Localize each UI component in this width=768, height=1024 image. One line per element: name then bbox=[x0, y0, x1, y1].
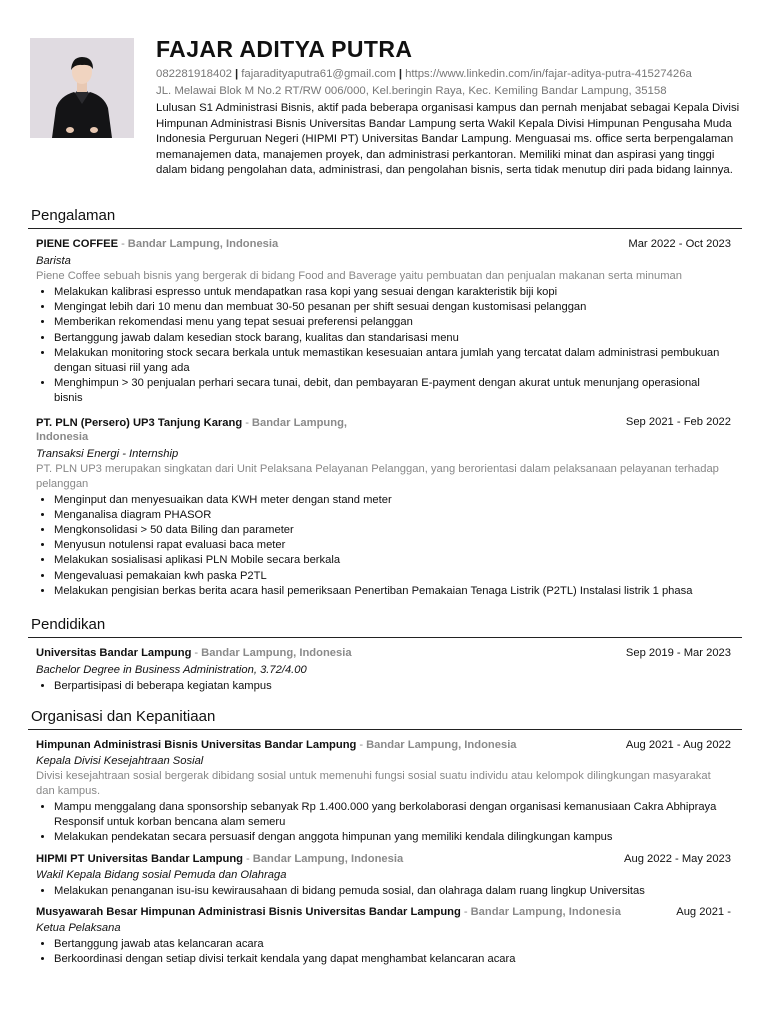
linkedin-link[interactable]: https://www.linkedin.com/in/fajar-aditya-putra-41527426a bbox=[405, 68, 692, 80]
entry-date: Sep 2021 - Feb 2022 bbox=[625, 415, 731, 428]
section-title: Pengalaman bbox=[31, 207, 116, 224]
entry-heading: PT. PLN (Persero) UP3 Tanjung Karang - Bandar Lampung, Indonesia bbox=[36, 416, 348, 443]
entry-location: Bandar Lampung, Indonesia bbox=[470, 905, 621, 918]
entry-heading: Musyawarah Besar Himpunan Administrasi Bisnis Universitas Bandar Lampung - Bandar Lampung, Indonesia Aug 2021 - bbox=[36, 905, 731, 918]
entry-role: Wakil Kepala Bidang sosial Pemuda dan Olahraga bbox=[36, 868, 287, 881]
section-divider bbox=[28, 729, 742, 730]
entry-date: Aug 2021 - bbox=[676, 905, 731, 918]
section-divider bbox=[28, 637, 742, 638]
list-item: • Melakukan penanganan isu-isu kewirausahaan di bidang pemuda sosial, dan olahraga dalam ruang lingkup Universitas bbox=[54, 884, 731, 899]
experience-entry bbox=[28, 237, 731, 407]
list-item: • Mampu menggalang dana sponsorship sebanyak Rp 1.400.000 yang berkolaborasi dengan organisasi kemanusiaan Cakra Abhipraya Responsif untuk korban bencana alam semeru bbox=[54, 800, 731, 830]
profile-photo bbox=[30, 38, 134, 138]
list-item: • Menyusun notulensi rapat evaluasi baca meter bbox=[54, 538, 731, 553]
entry-description: Divisi kesejahtraan sosial bergerak dibidang sosial untuk memenuhi fungsi sosial suatu individu atau kelompok dilingkungan masyarakat dan kampus. bbox=[36, 770, 711, 797]
list-item: • Melakukan kalibrasi espresso untuk mendapatkan rasa kopi yang sesuai dengan karakteristik biji kopi bbox=[54, 285, 731, 300]
list-item: • Berpartisipasi di beberapa kegiatan kampus bbox=[54, 679, 731, 694]
list-item: • Melakukan monitoring stock secara berkala untuk memastikan kesesuaian antara jumlah yang tercatat dalam administrasi pembukuan dengan situasi riil yang ada bbox=[54, 346, 731, 376]
entry-heading: Himpunan Administrasi Bisnis Universitas Bandar Lampung - Bandar Lampung, Indonesia Aug 2021 - Aug 2022 bbox=[36, 739, 731, 751]
organizations-section bbox=[28, 707, 742, 967]
entry-date: Sep 2019 - Mar 2023 bbox=[625, 647, 731, 659]
list-item: • Melakukan sosialisasi aplikasi PLN Mobile secara berkala bbox=[54, 553, 731, 568]
entry-location: Bandar Lampung, Indonesia bbox=[366, 739, 517, 751]
entry-location: Bandar Lampung, Indonesia bbox=[36, 416, 348, 443]
entry-bullets bbox=[36, 884, 731, 899]
entry-heading: Universitas Bandar Lampung - Bandar Lampung, Indonesia Sep 2019 - Mar 2023 bbox=[36, 647, 731, 659]
list-item: • Melakukan pengisian berkas berita acara hasil pemeriksaan Penertiban Pemakaian Tenaga Listrik (P2TL) Instalasi listrik 1 phasa bbox=[54, 584, 731, 599]
entry-bullets bbox=[36, 285, 731, 407]
entry-location: Bandar Lampung, Indonesia bbox=[127, 238, 279, 250]
education-section bbox=[28, 615, 742, 694]
list-item: • Mengingat lebih dari 10 menu dan membuat 30-50 pesanan per shift sesuai dengan kustomisasi pelanggan bbox=[54, 300, 731, 315]
list-item: • Memberikan rekomendasi menu yang tepat sesuai preferensi pelanggan bbox=[54, 315, 731, 330]
entry-organization: PIENE COFFEE bbox=[36, 238, 119, 250]
separator: | bbox=[398, 68, 403, 80]
person-portrait-icon bbox=[30, 38, 134, 138]
entry-description: Piene Coffee sebuah bisnis yang bergerak di bidang Food and Baverage yaitu pembuatan dan penjualan makanan serta minuman bbox=[36, 270, 683, 282]
list-item: • Melakukan pendekatan secara persuasif dengan anggota himpunan yang memiliki kendala dilingkungan kampus bbox=[54, 830, 731, 845]
organization-entry bbox=[28, 852, 731, 899]
organization-entry bbox=[28, 738, 731, 846]
resume-header bbox=[156, 34, 740, 179]
list-item: • Menghimpun > 30 penjualan perhari secara tunai, debit, dan pembayaran E-payment dengan akurat untuk menunjang operasional bisnis bbox=[54, 376, 731, 406]
experience-entry bbox=[28, 416, 731, 599]
list-item: • Menganalisa diagram PHASOR bbox=[54, 508, 731, 523]
entry-date: Aug 2022 - May 2023 bbox=[624, 852, 731, 865]
entry-bullets bbox=[36, 937, 731, 967]
entry-bullets bbox=[36, 679, 731, 694]
contact-line bbox=[156, 67, 740, 82]
email-link[interactable]: fajaradityaputra61@gmail.com bbox=[241, 68, 396, 80]
entry-role: Bachelor Degree in Business Administration, 3.72/4.00 bbox=[36, 664, 307, 676]
entry-bullets bbox=[36, 800, 731, 846]
organization-entry bbox=[28, 905, 731, 967]
entry-organization: Himpunan Administrasi Bisnis Universitas Bandar Lampung bbox=[36, 739, 357, 751]
list-item: • Menginput dan menyesuaikan data KWH meter dengan stand meter bbox=[54, 493, 731, 508]
section-title: Organisasi dan Kepanitiaan bbox=[31, 708, 216, 725]
entry-role: Transaksi Energi - Internship bbox=[36, 447, 179, 460]
profile-summary: Lulusan S1 Administrasi Bisnis, aktif pada beberapa organisasi kampus dan pernah menjabat sebagai Kepala Divisi Himpunan Administrasi Bisnis Universitas Bandar Lampung serta Wakil Kepala Divisi Himpunan Pengusaha Muda Indonesia Perguruan Negeri (HIPMI PT) Universitas Bandar Lampung. Menguasai ms. office serta berpengalaman memanajemen data, manajemen proyek, dan administrasi perkantoran. Memiliki minat dan aspirasi yang tinggi dalam bidang pengolahan data, administrasi, dan pengolahan bisnis, serta tidak menutup diri pada bidang lainnya. bbox=[156, 102, 740, 177]
entry-heading: PIENE COFFEE - Bandar Lampung, Indonesia Mar 2022 - Oct 2023 bbox=[36, 238, 731, 250]
entry-location: Bandar Lampung, Indonesia bbox=[252, 852, 404, 865]
entry-organization: HIPMI PT Universitas Bandar Lampung bbox=[36, 852, 244, 865]
entry-heading: HIPMI PT Universitas Bandar Lampung - Bandar Lampung, Indonesia Aug 2022 - May 2023 bbox=[36, 852, 731, 865]
entry-organization: PT. PLN (Persero) UP3 Tanjung Karang bbox=[36, 416, 243, 429]
phone-number: 082281918402 bbox=[156, 68, 233, 80]
entry-organization: Universitas Bandar Lampung bbox=[36, 647, 192, 659]
entry-date: Aug 2021 - Aug 2022 bbox=[625, 739, 731, 751]
entry-location: Bandar Lampung, Indonesia bbox=[201, 647, 352, 659]
list-item: • Mengevaluasi pemakaian kwh paska P2TL bbox=[54, 569, 731, 584]
list-item: • Bertanggung jawab dalam kesedian stock barang, kualitas dan standarisasi menu bbox=[54, 331, 731, 346]
list-item: • Mengkonsolidasi > 50 data Biling dan parameter bbox=[54, 523, 731, 538]
entry-bullets bbox=[36, 493, 731, 599]
education-entry bbox=[28, 646, 731, 694]
address: JL. Melawai Blok M No.2 RT/RW 006/000, Kel.beringin Raya, Kec. Kemiling Bandar Lampung, 35158 bbox=[156, 85, 667, 97]
section-title: Pendidikan bbox=[31, 616, 106, 633]
candidate-name: FAJAR ADITYA PUTRA bbox=[156, 36, 413, 62]
separator: | bbox=[235, 68, 239, 80]
entry-description: PT. PLN UP3 merupakan singkatan dari Unit Pelaksana Pelayanan Pelanggan, yang berorientasi dalam pelaksanaan pelayanan terhadap pelanggan bbox=[36, 462, 719, 490]
entry-organization: Musyawarah Besar Himpunan Administrasi Bisnis Universitas Bandar Lampung bbox=[36, 905, 461, 918]
experience-section bbox=[28, 206, 742, 599]
list-item: • Bertanggung jawab atas kelancaran acara bbox=[54, 937, 731, 952]
section-divider bbox=[28, 228, 742, 229]
entry-role: Kepala Divisi Kesejahtraan Sosial bbox=[36, 755, 204, 767]
list-item: • Berkoordinasi dengan setiap divisi terkait kendala yang dapat menghambat kelancaran acara bbox=[54, 952, 731, 967]
entry-role: Ketua Pelaksana bbox=[36, 921, 121, 934]
entry-date: Mar 2022 - Oct 2023 bbox=[628, 238, 731, 250]
entry-role: Barista bbox=[36, 255, 71, 267]
